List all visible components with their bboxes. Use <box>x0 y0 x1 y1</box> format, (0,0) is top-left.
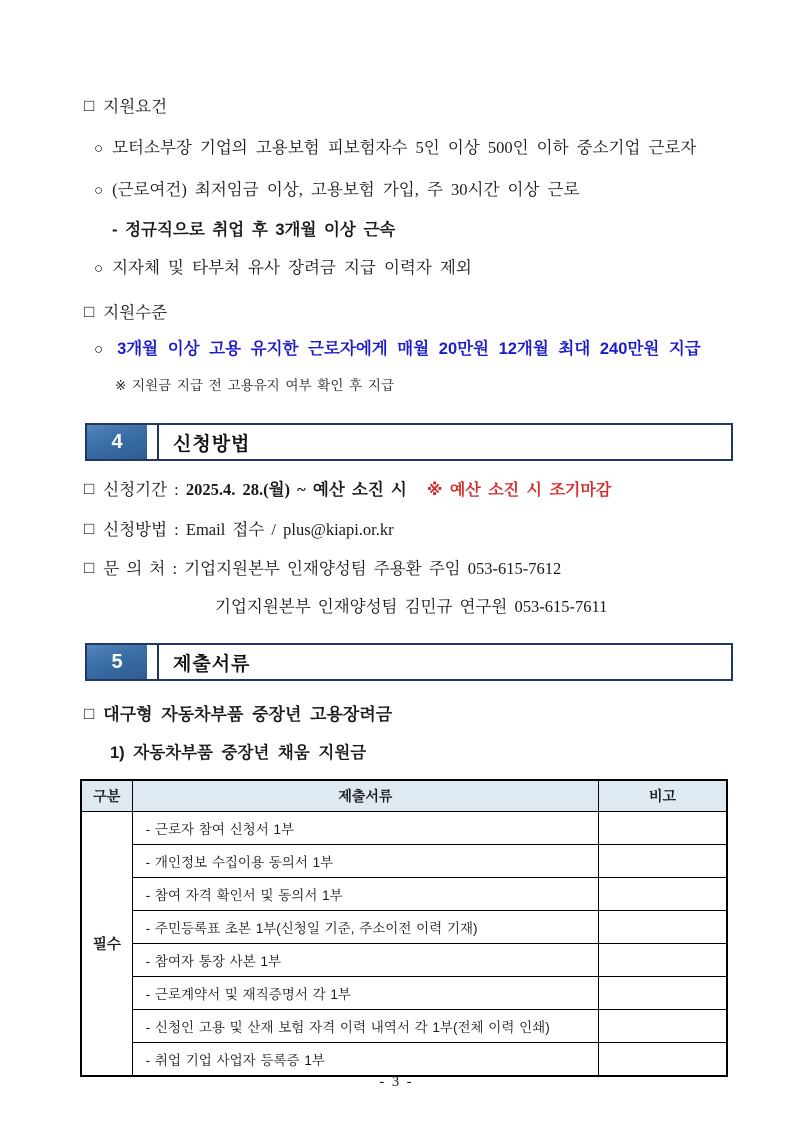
table-row <box>81 944 727 977</box>
table-document-cell: - 취업 기업 사업자 등록증 1부 <box>132 1043 598 1077</box>
table-row <box>81 812 727 845</box>
application-method-label: 신청방법 : <box>103 520 186 539</box>
checkbox-icon: □ <box>84 704 95 723</box>
table-document-cell: - 근로자 참여 신청서 1부 <box>132 812 598 845</box>
table-document-cell: - 근로계약서 및 재직증명서 각 1부 <box>132 977 598 1010</box>
contact-line-2 <box>215 595 733 619</box>
table-document-cell: - 주민등록표 초본 1부(신청일 기준, 주소이전 이력 기재) <box>132 911 598 944</box>
checkbox-icon: □ <box>84 302 95 321</box>
table-row <box>81 845 727 878</box>
table-header-documents: 제출서류 <box>132 780 598 812</box>
contact-person-2: 기업지원본부 인재양성팀 김민규 연구원 053-615-7611 <box>215 597 608 616</box>
requirements-heading-label: 지원요건 <box>103 97 168 116</box>
checkbox-icon: □ <box>84 558 95 577</box>
requirements-bullet-2 <box>94 178 733 203</box>
section-4-number-badge: 4 <box>87 425 147 459</box>
circle-bullet-icon: ○ <box>94 341 104 358</box>
table-note-cell <box>599 845 727 878</box>
table-header-note: 비고 <box>599 780 727 812</box>
support-level-heading-label: 지원수준 <box>103 303 168 322</box>
requirements-bullet-3-text: 지자체 및 타부처 유사 장려금 지급 이력자 제외 <box>112 258 472 277</box>
table-row <box>81 977 727 1010</box>
section-5-title: 제출서류 <box>173 653 251 675</box>
table-note-cell <box>599 812 727 845</box>
support-level-bullet <box>94 337 733 362</box>
subsidy-subheading <box>84 703 733 727</box>
subsidy-subitem: 1) 자동차부품 중장년 채움 지원금 <box>110 744 367 762</box>
table-row <box>81 1043 727 1077</box>
table-header-category: 구분 <box>81 780 132 812</box>
requirements-bullet-2-sub: - 정규직으로 취업 후 3개월 이상 근속 <box>112 221 396 239</box>
table-note-cell <box>599 911 727 944</box>
contact-line-1 <box>84 557 733 581</box>
circle-bullet-icon: ○ <box>94 183 104 199</box>
section-4-title: 신청방법 <box>173 433 251 455</box>
contact-label: 문 의 처 : <box>103 559 185 578</box>
table-category-cell: 필수 <box>81 812 132 1077</box>
table-row <box>81 878 727 911</box>
application-method-line <box>84 518 733 542</box>
section-5-header <box>85 643 733 681</box>
table-note-cell <box>599 878 727 911</box>
table-row <box>81 911 727 944</box>
table-note-cell <box>599 1043 727 1077</box>
section-header-gap <box>147 645 157 679</box>
application-period-line <box>84 478 733 503</box>
circle-bullet-icon: ○ <box>94 141 104 157</box>
table-header-row <box>81 780 727 812</box>
submission-documents-table <box>80 779 728 1077</box>
section-5-number-badge: 5 <box>87 645 147 679</box>
support-level-heading <box>84 301 733 325</box>
table-document-cell: - 참여자 통장 사본 1부 <box>132 944 598 977</box>
table-row <box>81 1010 727 1043</box>
table-note-cell <box>599 977 727 1010</box>
requirements-bullet-3 <box>94 256 733 281</box>
requirements-heading <box>84 95 733 119</box>
table-document-cell: - 참여 자격 확인서 및 동의서 1부 <box>132 878 598 911</box>
application-period-value: 2025.4. 28.(월) ~ 예산 소진 시 <box>185 480 407 499</box>
section-4-header <box>85 423 733 461</box>
application-method-value: Email 접수 / plus@kiapi.or.kr <box>185 520 394 539</box>
subsidy-subheading-text: 대구형 자동차부품 중장년 고용장려금 <box>103 705 393 724</box>
submission-table-body <box>81 812 727 1077</box>
checkbox-icon: □ <box>84 519 95 538</box>
support-level-amount-text: 3개월 이상 고용 유지한 근로자에게 매월 20만원 12개월 최대 240만원 지급 <box>117 340 701 358</box>
checkbox-icon: □ <box>84 479 95 498</box>
table-document-cell: - 신청인 고용 및 산재 보험 자격 이력 내역서 각 1부(전체 이력 인쇄) <box>132 1010 598 1043</box>
requirements-bullet-1 <box>94 136 733 161</box>
requirements-bullet-2-text: (근로여건) 최저임금 이상, 고용보험 가입, 주 30시간 이상 근로 <box>112 180 580 199</box>
table-note-cell <box>599 1010 727 1043</box>
contact-person-1: 기업지원본부 인재양성팀 주용환 주임 053-615-7612 <box>184 559 562 578</box>
requirements-bullet-1-text: 모터소부장 기업의 고용보험 피보험자수 5인 이상 500인 이하 중소기업 근로자 <box>112 138 697 157</box>
budget-deadline-warning: ※ 예산 소진 시 조기마감 <box>426 482 612 499</box>
section-header-gap <box>147 425 157 459</box>
table-note-cell <box>599 944 727 977</box>
page-number: - 3 - <box>379 1074 414 1090</box>
checkbox-icon: □ <box>84 96 95 115</box>
circle-bullet-icon: ○ <box>94 261 104 277</box>
table-document-cell: - 개인정보 수집이용 동의서 1부 <box>132 845 598 878</box>
support-level-note: ※ 지원금 지급 전 고용유지 여부 확인 후 지급 <box>115 378 395 393</box>
application-period-label: 신청기간 : <box>103 480 186 499</box>
